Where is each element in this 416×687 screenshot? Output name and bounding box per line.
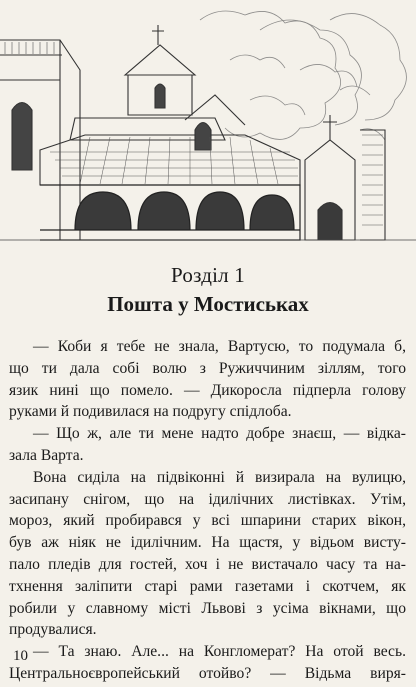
- text-line: продувалися.: [9, 621, 97, 639]
- text-line: — Що ж, але ти мене надто добре знаєш, — відка-: [33, 425, 406, 443]
- text-line: язик нині що помело. — Дикоросла підперла голову: [9, 381, 406, 399]
- chapter-title: Пошта у Мостиськах: [107, 292, 309, 316]
- church-sketch-image: [0, 0, 416, 244]
- text-line: тхнення заліпити старі рами газетами і скотчем, як: [9, 577, 406, 595]
- text-line: Центральноєвропейський отойво? — Відьма виря-: [9, 664, 406, 682]
- text-line: був аж ніяк не ідилічним. На щастя, у відьом висту-: [9, 534, 406, 552]
- text-line: — Коби я тебе не знала, Вартусю, то подумала б,: [33, 338, 406, 355]
- text-line: що ти дала собі волю з Ружиччиним зіллям, того: [9, 359, 406, 377]
- text-line: — Та знаю. Але... на Конгломерат? На отой весь.: [33, 643, 406, 661]
- text-line: зала Варта.: [9, 446, 84, 464]
- church-illustration: [0, 0, 416, 244]
- body-text: [9, 336, 406, 685]
- page-number: 10: [13, 648, 28, 664]
- text-line: робили у славному місті Львові з усіма вікнами, що: [9, 599, 406, 617]
- text-line: Вона сиділа на підвіконні й визирала на вулицю,: [33, 468, 406, 486]
- chapter-number: Розділ 1: [171, 263, 245, 287]
- text-line: руками й подивилася на подругу спідлоба.: [9, 403, 292, 421]
- text-line: засипану снігом, що на ідилічних листівках. Утім,: [9, 490, 406, 508]
- text-line: пало пледів для гостей, хоч і не вистачало часу та на-: [9, 555, 406, 573]
- text-line: мороз, який пробирався у всі шпарини старих вікон,: [9, 512, 406, 530]
